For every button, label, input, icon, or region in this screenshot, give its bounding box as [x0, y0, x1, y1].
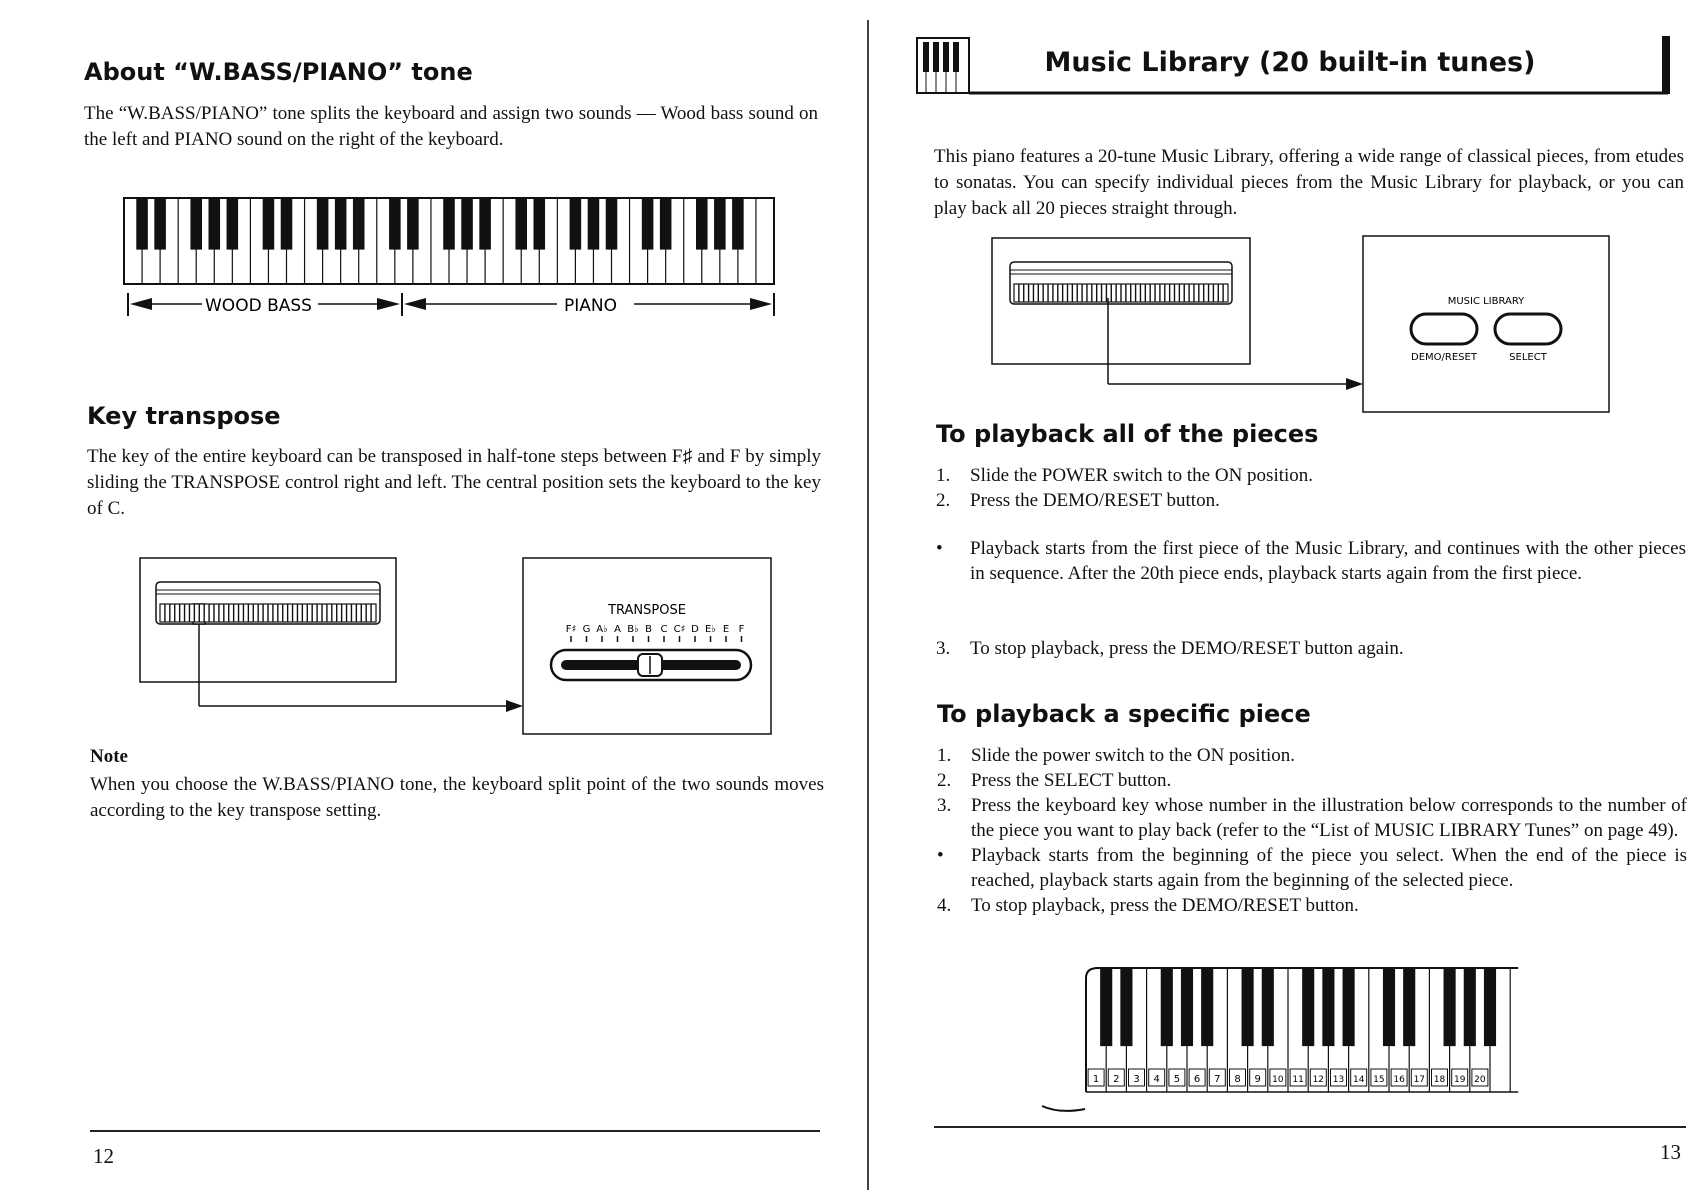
black-key: [1343, 968, 1355, 1046]
transpose-paragraph: The key of the entire keyboard can be transposed in half-tone steps between F♯ and F by simply sliding the TRANSPOSE control right and left. The central position sets the keyboard to the key of C.: [87, 446, 821, 519]
transpose-label: TRANSPOSE: [608, 603, 686, 618]
key-number-label: 8: [1234, 1074, 1241, 1085]
transpose-key-label: B: [645, 624, 652, 635]
key-number-label: 20: [1474, 1075, 1486, 1085]
playback-all-steps: [936, 463, 1686, 513]
key-number-label: 4: [1153, 1074, 1160, 1085]
transpose-key-label: C♯: [673, 624, 686, 635]
list-item: 1. Slide the power switch to the ON position.: [937, 745, 1296, 766]
black-key: [389, 198, 401, 250]
black-key: [515, 198, 527, 250]
keyboard-keys: [124, 198, 774, 284]
transpose-heading: Key transpose: [87, 402, 281, 430]
key-number-label: 3: [1133, 1074, 1140, 1085]
key-number-label: 19: [1453, 1075, 1466, 1085]
numbered-keyboard-keys: [1086, 968, 1518, 1092]
piano-label: PIANO: [564, 296, 617, 316]
black-key: [227, 198, 239, 250]
black-key: [190, 198, 202, 250]
black-key: [1302, 968, 1314, 1046]
title-end-bar: [1662, 36, 1670, 94]
music-library-label: MUSIC LIBRARY: [1447, 296, 1525, 307]
piano-left-arrow: [404, 298, 426, 310]
playback-all-heading: To playback all of the pieces: [936, 420, 1319, 448]
black-key: [263, 198, 275, 250]
footer-rule: [90, 1130, 820, 1132]
intro-paragraph: This piano features a 20-tune Music Library, offering a wide range of classical pieces, from etudes to sonatas. You can specify individual pieces from the Music Library for playback, or you can play back all 20 pieces straight through.: [934, 146, 1684, 219]
black-key: [642, 198, 654, 250]
key-number-label: 12: [1312, 1075, 1325, 1085]
transpose-key-label: D: [691, 624, 699, 635]
list-item: 2. Press the DEMO/RESET button.: [936, 490, 1220, 511]
key-number-label: 2: [1113, 1074, 1120, 1085]
footer-rule: [934, 1126, 1686, 1128]
black-key: [1444, 968, 1456, 1046]
transpose-key-label: G: [582, 624, 591, 635]
list-item: 3. To stop playback, press the DEMO/RESET button again.: [936, 638, 1404, 659]
black-key: [1201, 968, 1213, 1046]
instrument-mini-keyboard: [160, 604, 376, 622]
keyboard-edge-curve: [1042, 1106, 1085, 1111]
list-item: 3. Press the keyboard key whose number in the illustration below corresponds to the number of the piece you want to play back (refer to the “List of MUSIC LIBRARY Tunes” on page 49).: [937, 795, 1687, 841]
piano-right-arrow: [750, 298, 772, 310]
key-number-label: 7: [1214, 1074, 1221, 1085]
black-key: [660, 198, 672, 250]
black-key: [696, 198, 708, 250]
select-label: SELECT: [1509, 352, 1547, 363]
key-number-label: 11: [1292, 1075, 1304, 1085]
black-key: [1464, 968, 1476, 1046]
black-key: [136, 198, 148, 250]
list-item: 4. To stop playback, press the DEMO/RESET button.: [937, 895, 1359, 916]
transpose-key-label: E: [722, 624, 730, 635]
connector-arrow: [1346, 378, 1363, 390]
demo-reset-label: DEMO/RESET: [1411, 352, 1477, 363]
transpose-key-label: E♭: [704, 624, 717, 635]
black-key: [209, 198, 221, 250]
page-number-left: 12: [93, 1144, 114, 1168]
key-number-label: 18: [1433, 1075, 1446, 1085]
wood-bass-left-arrow: [130, 298, 152, 310]
black-key: [1484, 968, 1496, 1046]
key-number-label: 15: [1373, 1075, 1385, 1085]
black-key: [353, 198, 365, 250]
split-keyboard-illustration: [122, 196, 782, 326]
key-number-label: 13: [1332, 1075, 1345, 1085]
note-title: Note: [90, 746, 128, 767]
black-key: [317, 198, 329, 250]
transpose-key-label: A: [614, 624, 621, 635]
transpose-key-label: C: [660, 624, 668, 635]
black-key: [534, 198, 546, 250]
select-button[interactable]: [1495, 314, 1561, 344]
playback-specific-heading: To playback a specific piece: [937, 700, 1311, 728]
key-number-label: 6: [1193, 1074, 1201, 1085]
key-number-label: 10: [1272, 1075, 1284, 1085]
black-key: [281, 198, 293, 250]
black-key: [479, 198, 491, 250]
transpose-key-label: A♭: [596, 624, 608, 635]
instrument-mini-keyboard: [1014, 284, 1228, 302]
list-item: • Playback starts from the first piece of the Music Library, and continues with the other pieces in sequence. After the 20th piece ends, playback starts again from the first piece.: [936, 538, 1686, 584]
page-number-right: 13: [1660, 1140, 1681, 1164]
playback-all-note: [936, 536, 1686, 586]
black-key: [1383, 968, 1395, 1046]
black-key: [714, 198, 726, 250]
black-key: [461, 198, 473, 250]
wbass-paragraph: The “W.BASS/PIANO” tone splits the keyboard and assign two sounds — Wood bass sound on the left and PIANO sound on the right of the keyboard.: [84, 103, 818, 150]
transpose-key-label: F♯: [565, 624, 577, 635]
page-title: Music Library (20 built-in tunes): [1044, 47, 1536, 78]
wbass-heading: About “W.BASS/PIANO” tone: [84, 58, 473, 86]
playback-all-stop: [936, 636, 1686, 661]
connector-arrow: [506, 700, 523, 712]
list-item: 2. Press the SELECT button.: [937, 770, 1172, 791]
note-paragraph: When you choose the W.BASS/PIANO tone, the keyboard split point of the two sounds moves according to the key transpose setting.: [90, 774, 824, 821]
black-key: [570, 198, 582, 250]
list-item: • Playback starts from the beginning of the piece you select. When the end of the piece is reached, playback starts again from the beginning of the selected piece.: [937, 845, 1687, 891]
key-number-label: 16: [1393, 1075, 1405, 1085]
key-number-label: 5: [1173, 1074, 1181, 1085]
black-key: [407, 198, 419, 250]
right-page: [870, 0, 1688, 1190]
transpose-key-labels: [566, 624, 745, 642]
key-number-label: 1: [1092, 1074, 1100, 1085]
playback-specific-steps: [937, 743, 1687, 918]
transpose-key-label: F: [738, 624, 745, 635]
wood-bass-right-arrow: [377, 298, 400, 310]
music-library-illustration: [990, 236, 1630, 416]
black-key: [443, 198, 455, 250]
black-key: [588, 198, 600, 250]
key-number-label: 9: [1254, 1074, 1261, 1085]
numbered-keyboard-illustration: [1040, 966, 1486, 1116]
black-key: [1120, 968, 1132, 1046]
demo-reset-button[interactable]: [1411, 314, 1477, 344]
list-item: 1. Slide the POWER switch to the ON position.: [936, 465, 1314, 486]
black-key: [1181, 968, 1193, 1046]
black-key: [335, 198, 347, 250]
wood-bass-label: WOOD BASS: [205, 296, 312, 316]
black-key: [606, 198, 618, 250]
black-key: [732, 198, 744, 250]
black-key: [154, 198, 166, 250]
black-key: [1242, 968, 1254, 1046]
transpose-key-label: B♭: [627, 624, 639, 635]
black-key: [1403, 968, 1415, 1046]
panel-detail-frame: [1363, 236, 1609, 412]
key-number-label: 14: [1352, 1075, 1365, 1085]
black-key: [1262, 968, 1274, 1046]
black-key: [1161, 968, 1173, 1046]
transpose-detail-frame: [523, 558, 771, 734]
key-number-label: 17: [1413, 1075, 1426, 1085]
transpose-illustration: [138, 556, 778, 736]
black-key: [1322, 968, 1334, 1046]
black-key: [1100, 968, 1112, 1046]
